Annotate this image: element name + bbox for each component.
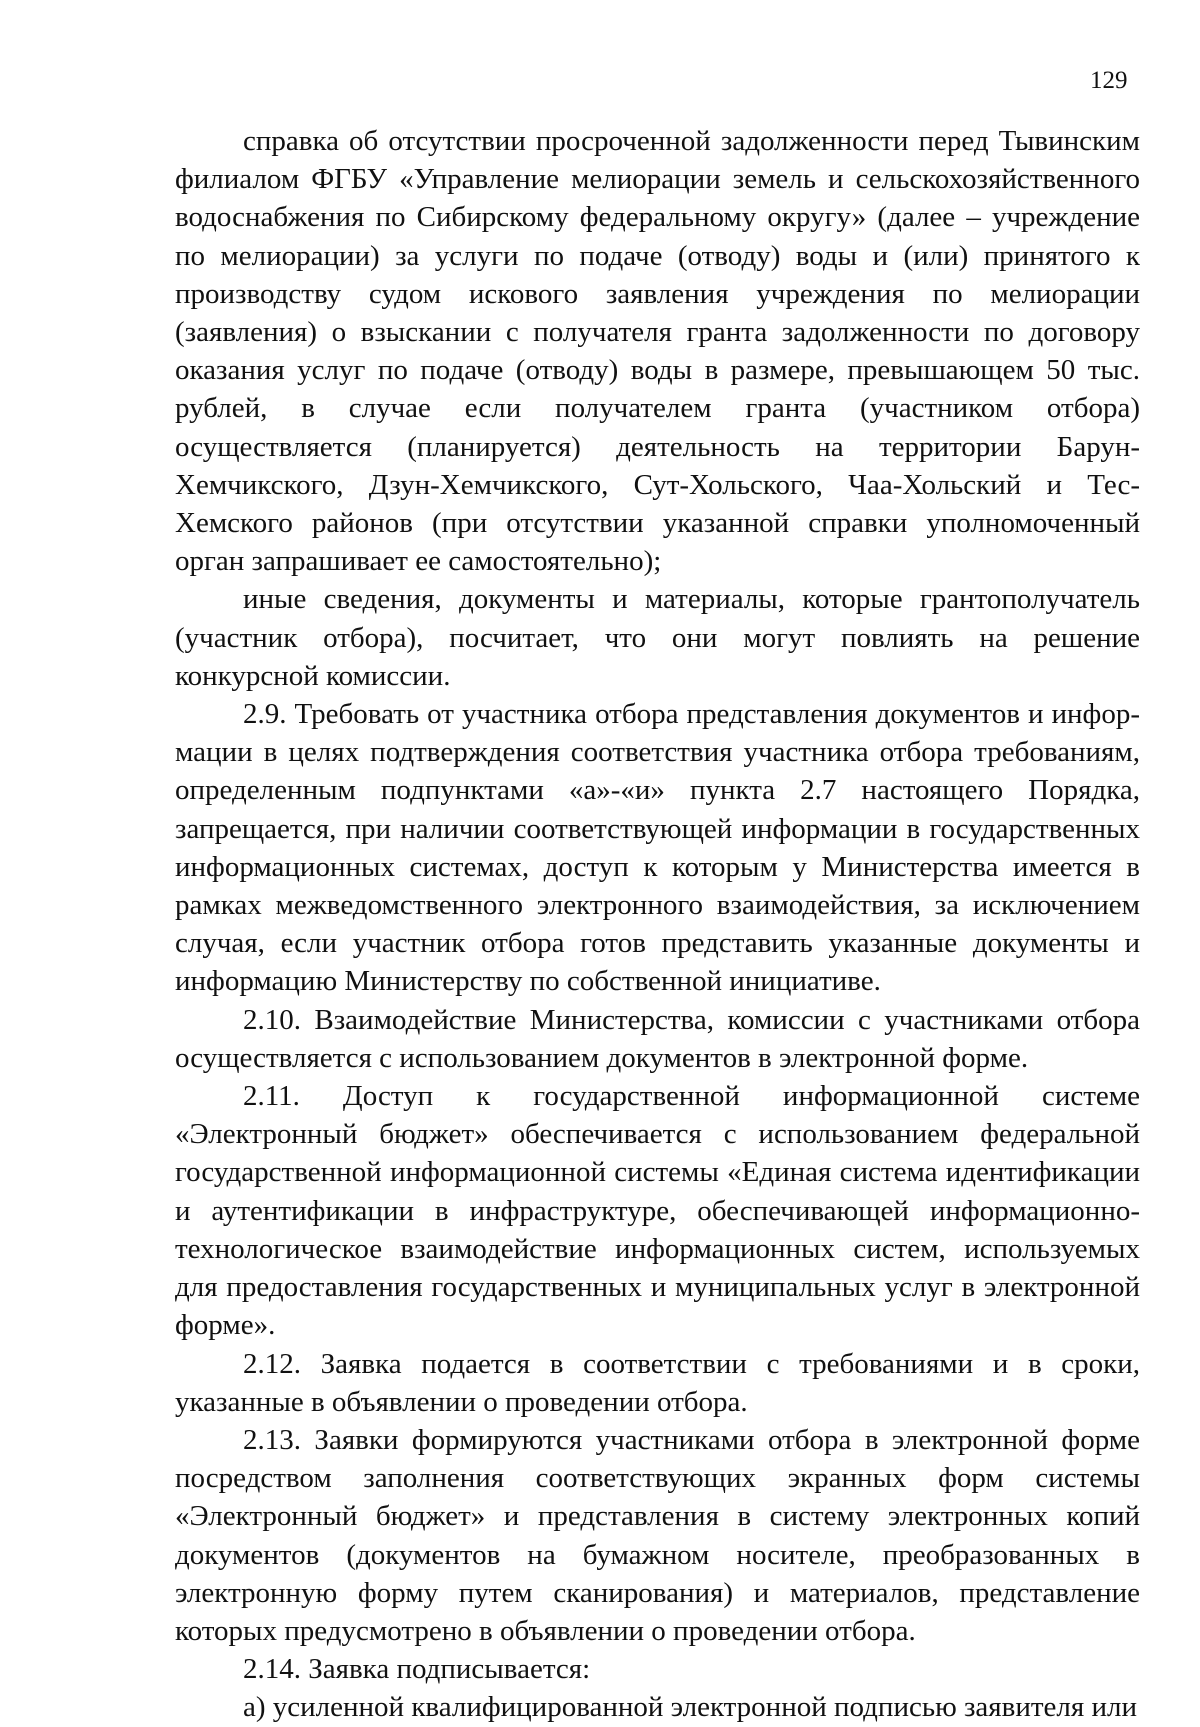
paragraph-other-documents: иные сведения, документы и материалы, которые грантополучатель (участник отбора), посчитает, что они могут повлиять на решение конкурсной комиссии. bbox=[175, 583, 1140, 692]
paragraph-2-13: 2.13. Заявки формируются участниками отбора в электронной форме посредством заполнения соответствующих экранных форм системы «Электронный бюджет» и представления в систему электронных копий документов (документов на бумажном носителе, преобразованных в электронную форму путем сканирования) и материалов, представление которых предусмотрено в объявлении о проведении отбора. bbox=[175, 1423, 1140, 1647]
paragraph-2-9: 2.9. Требовать от участника отбора представления документов и информации в целях подтверждения соответствия участника отбора требованиям, определенным подпунктами «а»-«и» пункта 2.7 настоящего Порядка, запрещается, при наличии соответствующей информации в государственных информационных системах, доступ к которым у Министерства имеется в рамках межведомственного электронного взаимодействия, за исключением случая, если участник отбора готов представить указанные документы и информацию Министерству по собственной инициативе. bbox=[175, 698, 1140, 998]
paragraph-certificate-debt: справка об отсутствии просроченной задолженности перед Тывинским филиалом ФГБУ «Управление мелиорации земель и сельскохозяйственного водоснабжения по Сибирскому федеральному округу» (далее – учреждение по мелиорации) за услуги по подаче (отводу) воды и (или) принятого к производству судом искового заявления учреждения по мелиорации (заявления) о взыскании с получателя гранта задолженности по договору оказания услуг по подаче (отводу) воды в размере, превышающем 50 тыс. рублей, в случае если получателем гранта (участником отбора) осуществляется (планируется) деятельность на территории Барун-Хемчикского, Дзун-Хемчикского, Сут-Хольского, Чаа-Хольский и Тес-Хемского районов (при отсутствии указанной справки уполномоченный орган запрашивает ее самостоятельно); bbox=[175, 125, 1140, 578]
document-body bbox=[175, 122, 1140, 1727]
paragraph-2-11: 2.11. Доступ к государственной информационной системе «Электронный бюджет» обеспечивается с использованием федеральной государственной информационной системы «Единая система идентификации и аутентификации в инфраструктуре, обеспечивающей информационно-технологическое взаимодействие информационных систем, используемых для предоставления государственных и муниципальных услуг в электронной форме». bbox=[175, 1080, 1140, 1342]
paragraph-2-12: 2.12. Заявка подается в соответствии с требованиями и в сроки, указанные в объявлении о проведении отбора. bbox=[175, 1347, 1140, 1418]
paragraph-2-14-a: а) усиленной квалифицированной электронной подписью заявителя или bbox=[243, 1691, 1137, 1724]
paragraph-2-14: 2.14. Заявка подписывается: bbox=[243, 1653, 591, 1686]
page-number: 129 bbox=[1090, 67, 1128, 94]
paragraph-2-10: 2.10. Взаимодействие Министерства, комиссии с участниками отбора осуществляется с использованием документов в электронной форме. bbox=[175, 1003, 1140, 1074]
